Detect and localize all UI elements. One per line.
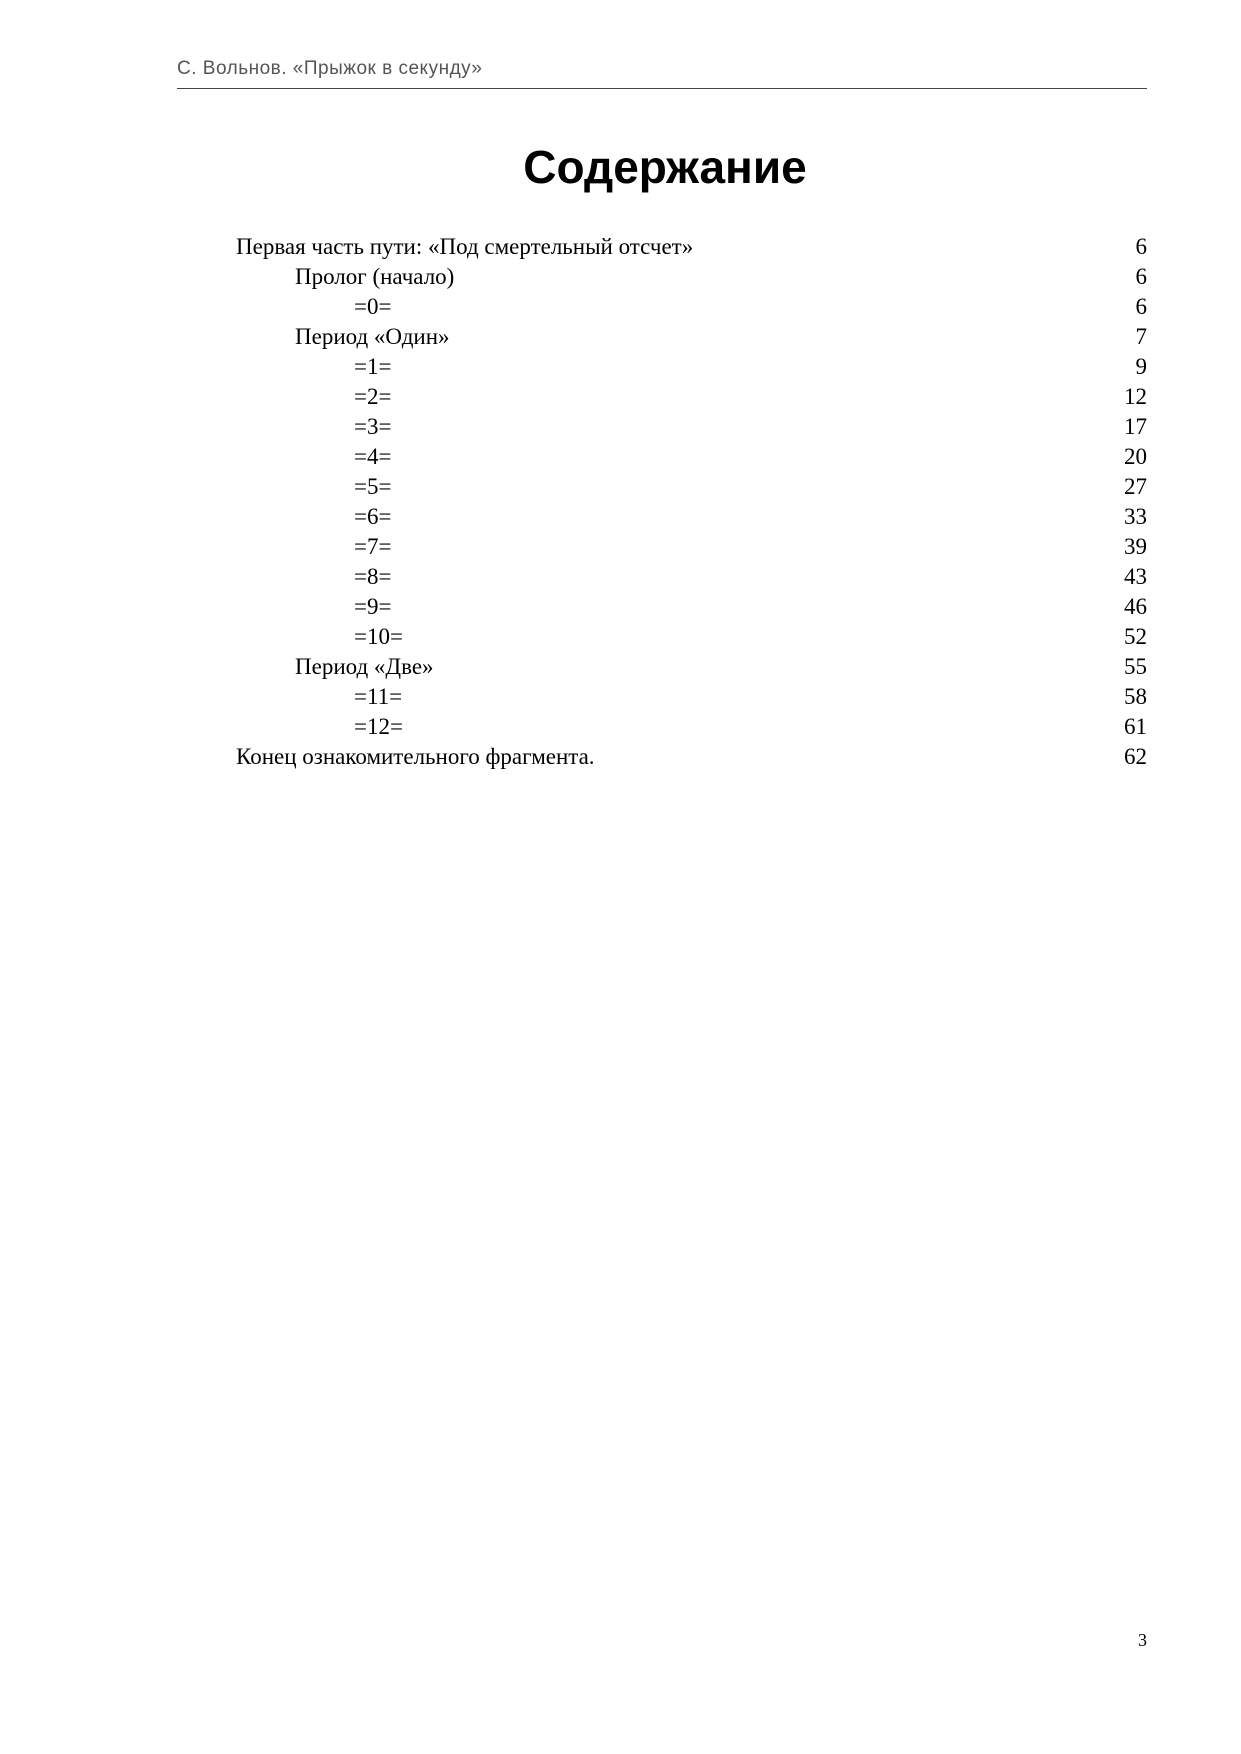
- toc-entry-chapter-10[interactable]: [236, 622, 1147, 652]
- toc-entry-page: 17: [1124, 414, 1147, 439]
- toc-entry-chapter-4[interactable]: [236, 442, 1147, 472]
- toc-entry-chapter-0[interactable]: [236, 292, 1147, 322]
- toc-entry-label: =8=: [354, 564, 392, 589]
- toc-entry-page: 62: [1124, 744, 1147, 769]
- toc-entry-chapter-1[interactable]: [236, 352, 1147, 382]
- toc-entry-label: =0=: [354, 294, 392, 319]
- toc-title: Содержание: [523, 141, 807, 193]
- toc-entry-page: 52: [1124, 624, 1147, 649]
- toc-entry-page: 6: [1135, 294, 1147, 319]
- toc-entry-chapter-7[interactable]: [236, 532, 1147, 562]
- toc-entry-page: 27: [1124, 474, 1147, 499]
- toc-entry-page: 9: [1135, 354, 1147, 379]
- toc-entry-chapter-8[interactable]: [236, 562, 1147, 592]
- toc-entry-label: =9=: [354, 594, 392, 619]
- toc-entry-page: 20: [1124, 444, 1147, 469]
- toc-entry-label: =11=: [354, 684, 403, 709]
- toc-entry-chapter-11[interactable]: [236, 682, 1147, 712]
- toc-entry-page: 58: [1124, 684, 1147, 709]
- toc-entry-label: =1=: [354, 354, 392, 379]
- toc-entry-chapter-9[interactable]: [236, 592, 1147, 622]
- running-header: С. Вольнов. «Прыжок в секунду»: [177, 58, 483, 79]
- toc-entry-page: 61: [1124, 714, 1147, 739]
- toc-entry-prologue[interactable]: [236, 262, 1147, 292]
- toc-entry-label: =7=: [354, 534, 392, 559]
- toc-entry-chapter-6[interactable]: [236, 502, 1147, 532]
- toc-entry-period-two[interactable]: [236, 652, 1147, 682]
- toc-entry-label: =4=: [354, 444, 392, 469]
- toc-entry-label: =2=: [354, 384, 392, 409]
- page-number: 3: [1138, 1630, 1147, 1650]
- toc-entry-chapter-2[interactable]: [236, 382, 1147, 412]
- toc-entry-page: 6: [1135, 234, 1147, 259]
- toc-entry-page: 55: [1124, 654, 1147, 679]
- toc-entry-label: =12=: [354, 714, 403, 739]
- toc-entry-page: 39: [1124, 534, 1147, 559]
- toc-entry-label: =3=: [354, 414, 392, 439]
- toc-entry-label: Период «Один»: [295, 324, 450, 349]
- toc-entry-chapter-12[interactable]: [236, 712, 1147, 742]
- table-of-contents: [236, 232, 1147, 772]
- toc-entry-page: 46: [1124, 594, 1147, 619]
- toc-entry-period-one[interactable]: [236, 322, 1147, 352]
- toc-entry-chapter-5[interactable]: [236, 472, 1147, 502]
- toc-entry-label: =5=: [354, 474, 392, 499]
- toc-entry-chapter-3[interactable]: [236, 412, 1147, 442]
- toc-entry-page: 12: [1124, 384, 1147, 409]
- toc-entry-label: Первая часть пути: «Под смертельный отсчет»: [236, 234, 694, 259]
- toc-entry-part-one[interactable]: [236, 232, 1147, 262]
- toc-entry-end-of-fragment[interactable]: [236, 742, 1147, 772]
- toc-entry-page: 7: [1135, 324, 1147, 349]
- toc-entry-label: =10=: [354, 624, 403, 649]
- toc-entry-label: =6=: [354, 504, 392, 529]
- toc-entry-page: 33: [1124, 504, 1147, 529]
- header-divider: [177, 88, 1147, 89]
- toc-entry-page: 43: [1124, 564, 1147, 589]
- toc-entry-label: Пролог (начало): [295, 264, 455, 289]
- toc-entry-label: Период «Две»: [295, 654, 434, 679]
- toc-entry-label: Конец ознакомительного фрагмента.: [236, 744, 595, 769]
- toc-entry-page: 6: [1135, 264, 1147, 289]
